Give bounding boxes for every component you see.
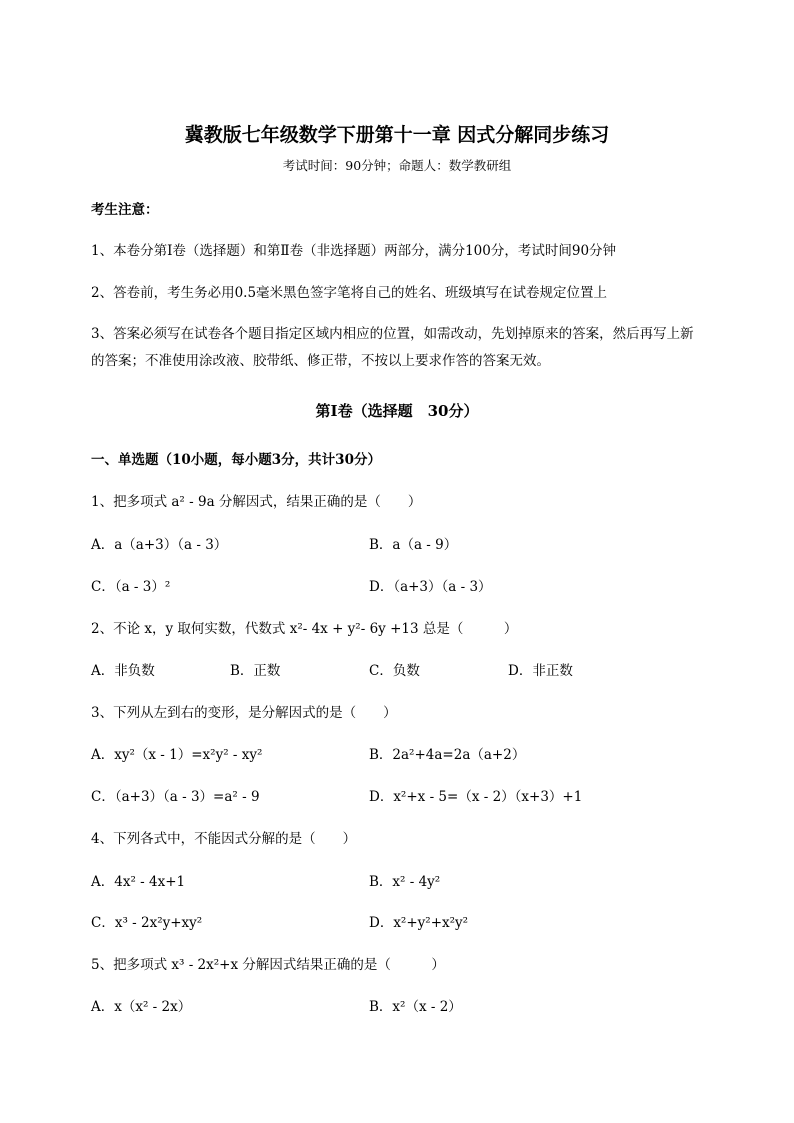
question-2-stem: 2、不论 x，y 取何实数，代数式 x²- 4x + y²- 6y +13 总是（ ） — [91, 621, 518, 637]
question-5-stem: 5、把多项式 x³ - 2x²+x 分解因式结果正确的是（ ） — [91, 957, 445, 973]
question-1-option-c: C．（a - 3）² — [91, 579, 171, 595]
question-3-option-c: C．（a+3）（a - 3）=a² - 9 — [91, 789, 260, 805]
question-3-option-a: A．xy²（x - 1）=x²y² - xy² — [91, 747, 263, 763]
question-4-option-b: B．x² - 4y² — [369, 874, 441, 890]
notice-item-2: 2、答卷前，考生务必用0.5毫米黑色签字笔将自己的姓名、班级填写在试卷规定位置上 — [91, 285, 608, 301]
question-3-option-b: B．2a²+4a=2a（a+2） — [369, 747, 526, 763]
question-2-option-d: D．非正数 — [508, 663, 573, 679]
question-2-option-b: B．正数 — [230, 663, 281, 679]
question-2-option-a: A．非负数 — [91, 663, 155, 679]
question-5-option-a: A．x（x² - 2x） — [91, 999, 192, 1015]
question-4-option-c: C．x³ - 2x²y+xy² — [91, 915, 203, 931]
question-1-option-a: A．a（a+3）（a - 3） — [91, 537, 228, 553]
question-4-option-d: D．x²+y²+x²y² — [369, 915, 469, 931]
question-3-option-d: D．x²+x - 5=（x - 2）（x+3）+1 — [369, 789, 583, 805]
question-1-option-b: B．a（a - 9） — [369, 537, 458, 553]
notice-item-3: 3、答案必须写在试卷各个题目指定区域内相应的位置，如需改动，先划掉原来的答案，然后再写上新的答案；不准使用涂改液、胶带纸、修正带，不按以上要求作答的答案无效。 — [91, 326, 694, 369]
notice-item-1: 1、本卷分第I卷（选择题）和第Ⅱ卷（非选择题）两部分，满分100分，考试时间90分钟 — [91, 243, 617, 259]
question-5-option-b: B．x²（x - 2） — [369, 999, 462, 1015]
page-title: 冀教版七年级数学下册第十一章 因式分解同步练习 — [184, 124, 610, 146]
question-4-option-a: A．4x² - 4x+1 — [91, 874, 186, 890]
section-title: 第I卷（选择题 30分） — [315, 402, 479, 420]
question-2-option-c: C．负数 — [369, 663, 420, 679]
question-3-stem: 3、下列从左到右的变形，是分解因式的是（ ） — [91, 705, 397, 721]
question-4-stem: 4、下列各式中，不能因式分解的是（ ） — [91, 831, 357, 847]
page-subtitle: 考试时间：90分钟；命题人：数学教研组 — [282, 158, 512, 173]
notice-heading: 考生注意： — [91, 202, 159, 218]
question-1-option-d: D．（a+3）（a - 3） — [369, 579, 492, 595]
question-1-stem: 1、把多项式 a² - 9a 分解因式，结果正确的是（ ） — [91, 494, 422, 510]
part-heading: 一、单选题（10小题，每小题3分，共计30分） — [91, 452, 381, 468]
